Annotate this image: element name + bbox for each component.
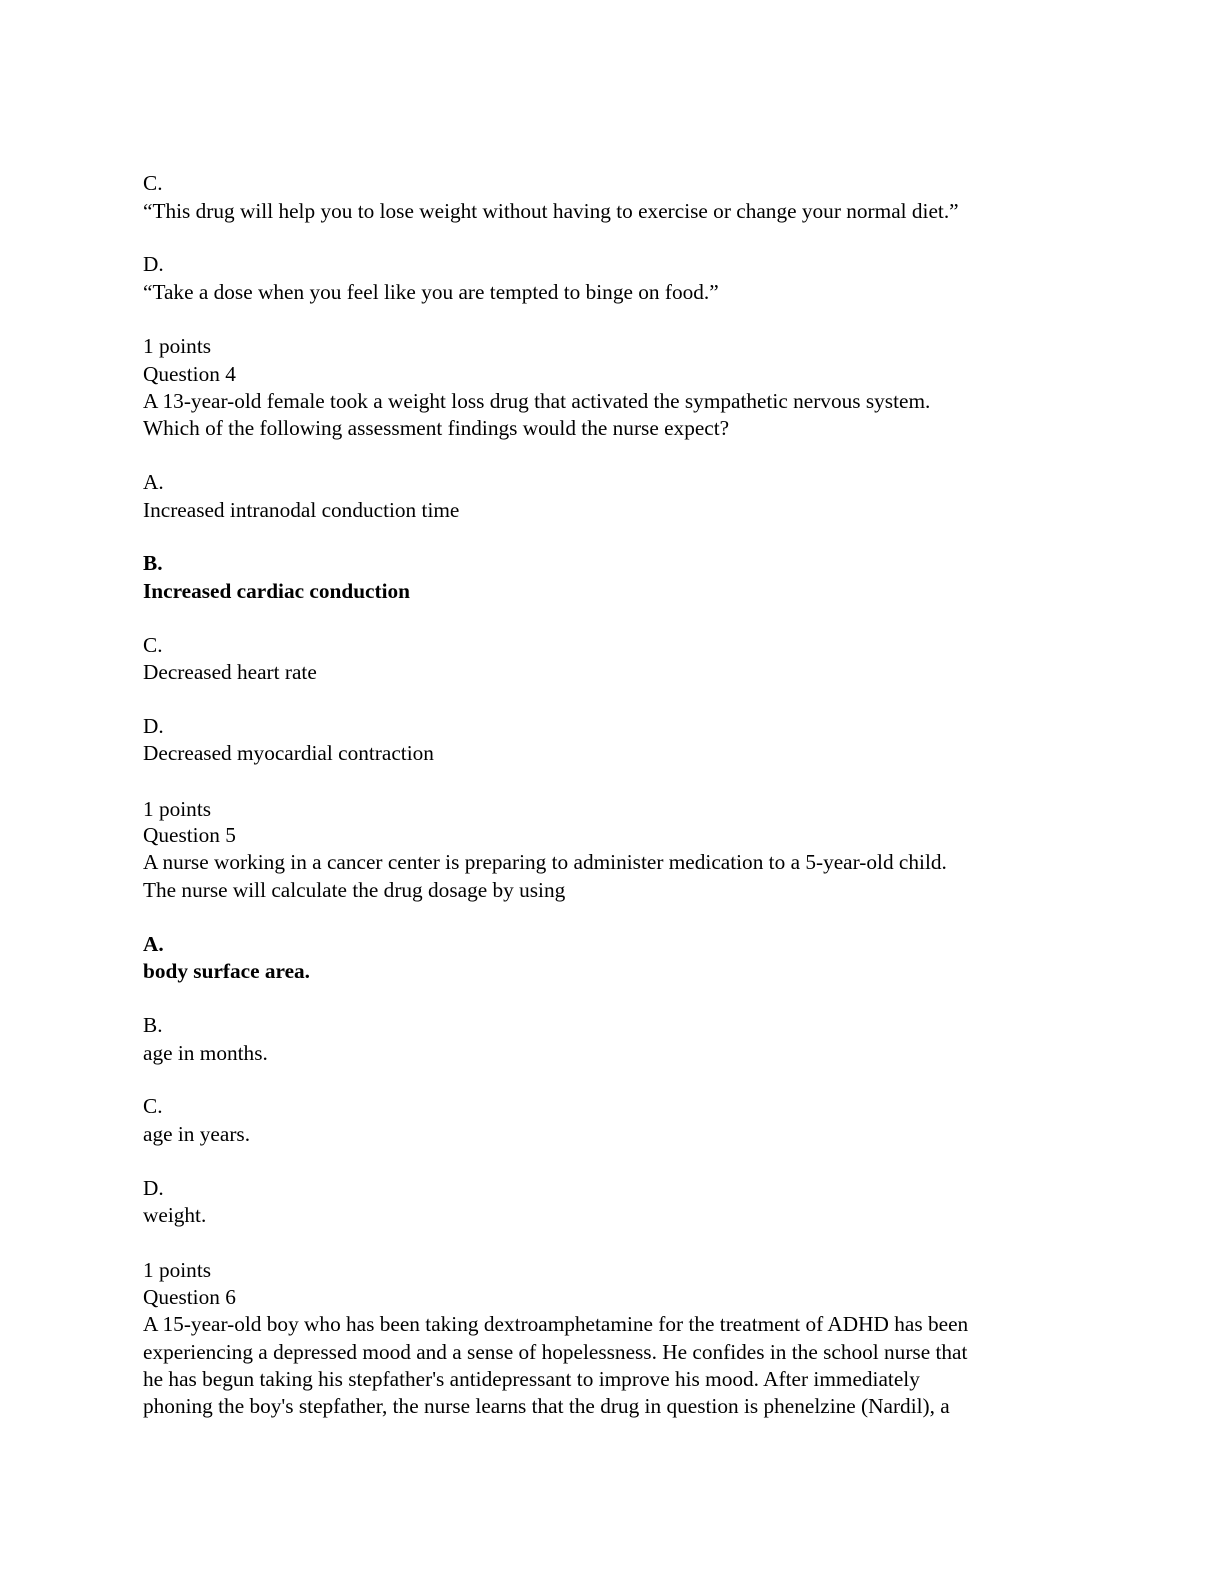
q6-points: 1 points [143,1258,212,1282]
q4-option-d-letter: D. [143,714,164,738]
q6-stem-line: experiencing a depressed mood and a sense of hopelessness. He confides in the school nurse that [143,1340,968,1364]
q5-stem-line: A nurse working in a cancer center is preparing to administer medication to a 5-year-old child. [143,850,947,874]
q5-stem-line: The nurse will calculate the drug dosage by using [143,878,566,902]
q4-option-c-text: Decreased heart rate [143,660,317,684]
q3-option-d-text: “Take a dose when you feel like you are tempted to binge on food.” [143,280,719,304]
q5-option-b-text: age in months. [143,1041,268,1065]
q5-option-c-letter: C. [143,1094,163,1118]
q4-option-c-letter: C. [143,633,163,657]
q4-option-b-text-correct: Increased cardiac conduction [143,579,410,603]
q5-option-a-text-correct: body surface area. [143,959,311,983]
q6-stem-line: he has begun taking his stepfather's antidepressant to improve his mood. After immediately [143,1367,920,1391]
q4-option-a-letter: A. [143,470,164,494]
q6-stem-line: A 15-year-old boy who has been taking dextroamphetamine for the treatment of ADHD has been [143,1312,969,1336]
q4-stem-line: A 13-year-old female took a weight loss drug that activated the sympathetic nervous system. [143,389,931,413]
q5-option-c-text: age in years. [143,1122,251,1146]
q5-option-a-letter-correct: A. [143,932,164,956]
q3-option-c-letter: C. [143,171,163,195]
q5-option-d-letter: D. [143,1176,164,1200]
q5-label: Question 5 [143,823,236,847]
q4-points: 1 points [143,334,212,358]
q4-option-b-letter-correct: B. [143,551,163,575]
q5-option-d-text: weight. [143,1203,207,1227]
q5-option-b-letter: B. [143,1013,163,1037]
q4-label: Question 4 [143,362,236,386]
q6-stem-line: phoning the boy's stepfather, the nurse learns that the drug in question is phenelzine (Nardil), a [143,1394,950,1418]
q3-option-c-text: “This drug will help you to lose weight without having to exercise or change your normal diet.” [143,199,959,223]
q6-label: Question 6 [143,1285,236,1309]
q4-stem-line: Which of the following assessment findings would the nurse expect? [143,416,730,440]
q3-option-d-letter: D. [143,252,164,276]
q4-option-a-text: Increased intranodal conduction time [143,498,460,522]
q5-points: 1 points [143,797,212,821]
q4-option-d-text: Decreased myocardial contraction [143,741,434,765]
